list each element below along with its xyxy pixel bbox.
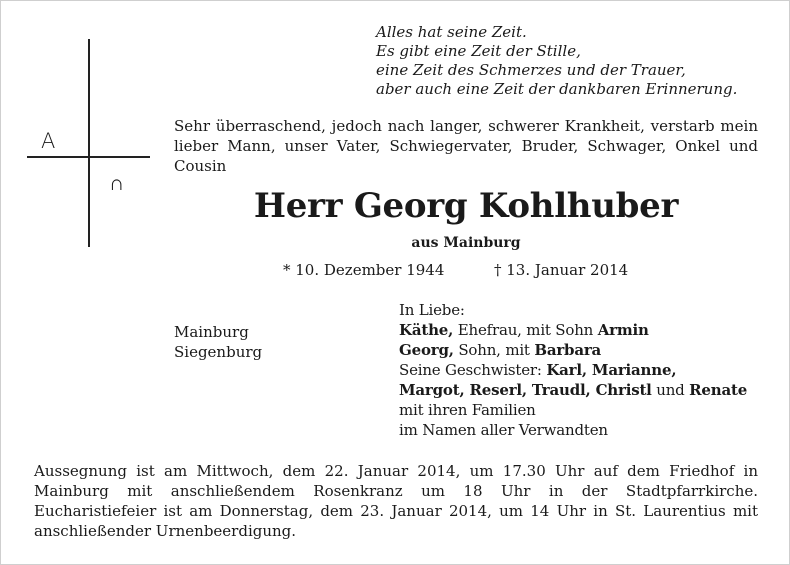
birth-date: * 10. Dezember 1944	[283, 261, 445, 279]
mourner-name: Armin	[597, 321, 649, 339]
mourner-line: mit ihren Familien	[399, 401, 536, 419]
mourner-name: Käthe,	[399, 321, 454, 339]
mourner-name: Georg,	[399, 341, 454, 359]
mourner-relation: Seine Geschwister:	[399, 361, 547, 379]
deceased-origin: aus Mainburg	[411, 235, 521, 251]
mourner-line	[399, 360, 779, 380]
poem-line: Alles hat seine Zeit.	[376, 23, 527, 41]
death-date: † 13. Januar 2014	[494, 261, 629, 279]
poem	[376, 23, 776, 99]
mourner-relation: und	[651, 381, 690, 399]
cross-icon-vertical	[88, 39, 90, 247]
cross-icon-horizontal	[27, 156, 150, 158]
mourner-relation: Ehefrau, mit Sohn	[453, 321, 598, 339]
deceased-name: Herr Georg Kohlhuber	[253, 186, 679, 226]
mourner-relation: Sohn, mit	[453, 341, 535, 359]
intro-text: Sehr überraschend, jedoch nach langer, schwerer Krankheit, verstarb mein lieber Mann, unser Vater, Schwiegervater, Bruder, Schwager, Onkel und Cousin	[174, 117, 758, 175]
mourner-name: Barbara	[534, 341, 602, 359]
mourner-line	[399, 380, 779, 400]
omega-symbol: ∩	[109, 171, 125, 195]
mourner-name: Karl, Marianne,	[546, 361, 677, 379]
mourner-line	[399, 340, 779, 360]
poem-line: Es gibt eine Zeit der Stille,	[376, 42, 581, 60]
poem-line: aber auch eine Zeit der dankbaren Erinnerung.	[376, 80, 738, 98]
mourner-line: im Namen aller Verwandten	[399, 421, 608, 439]
alpha-symbol: A	[41, 129, 56, 153]
mourner-name: Renate	[689, 381, 748, 399]
mourner-list	[399, 300, 779, 440]
poem-line: eine Zeit des Schmerzes und der Trauer,	[376, 61, 686, 79]
mourner-line	[399, 320, 779, 340]
place: Mainburg	[174, 323, 249, 341]
mourner-name: Margot, Reserl, Traudl, Christl	[399, 381, 652, 399]
place: Siegenburg	[174, 343, 263, 361]
funeral-details: Aussegnung ist am Mittwoch, dem 22. Januar 2014, um 17.30 Uhr auf dem Friedhof in Mainburg mit anschließendem Rosenkranz um 18 Uhr in der Stadtpfarrkirche. Eucharistiefeier ist am Donnerstag, dem 23. Januar 2014, um 14 Uhr in St. Laurentius mit anschließender Urnenbeerdigung.	[34, 462, 758, 540]
mourner-heading: In Liebe:	[399, 301, 465, 319]
mourner-places	[174, 322, 262, 362]
